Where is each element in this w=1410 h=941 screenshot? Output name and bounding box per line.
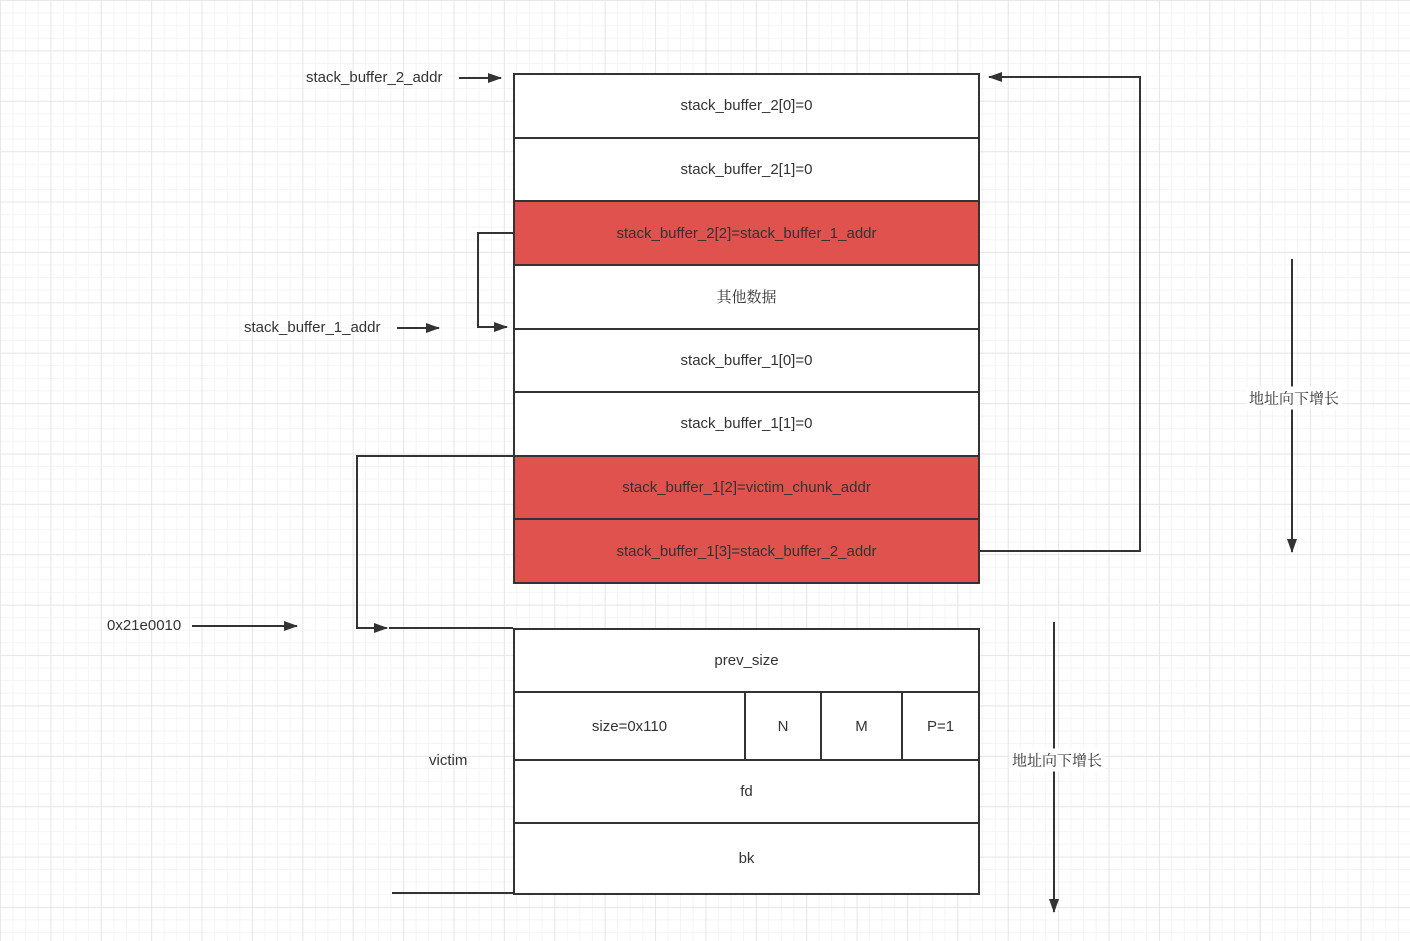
cell-label: P=1 (926, 717, 955, 735)
victim-row-size (515, 693, 978, 761)
stack-row-label: stack_buffer_1[3]=stack_buffer_2_addr (616, 542, 877, 560)
stack-row-buffer1-1 (515, 393, 978, 457)
flag-p-cell (901, 693, 978, 759)
flag-n-cell (744, 693, 820, 759)
label-address-grows-down-bottom: 地址向下增长 (1009, 749, 1105, 772)
size-cell (515, 693, 744, 759)
stack-row-label: stack_buffer_2[1]=0 (680, 160, 813, 178)
label-stack-buffer-1-addr: stack_buffer_1_addr (244, 319, 381, 336)
stack-row-label: stack_buffer_1[2]=victim_chunk_addr (622, 479, 871, 497)
victim-chunk-table (513, 628, 980, 895)
cell-label: prev_size (714, 652, 779, 669)
flag-m-cell (820, 693, 901, 759)
cell-label: size=0x110 (591, 717, 668, 735)
stack-row-buffer1-0 (515, 330, 978, 394)
label-stack-buffer-2-addr: stack_buffer_2_addr (306, 69, 443, 86)
connector-buffer1-3-to-buffer2 (980, 77, 1140, 551)
stack-row-buffer1-3 (515, 520, 978, 582)
connector-buffer2-to-buffer1 (478, 233, 513, 327)
stack-row-label: 其他数据 (716, 289, 777, 307)
cell-label: fd (740, 783, 753, 800)
stack-row-label: stack_buffer_2[0]=0 (680, 97, 813, 115)
stack-row-buffer1-2 (515, 457, 978, 521)
stack-row-buffer2-1 (515, 139, 978, 203)
connector-buffer1-to-victim (357, 456, 513, 628)
cell-label: bk (738, 850, 755, 867)
cell-label: N (777, 717, 789, 735)
stack-row-label: stack_buffer_1[0]=0 (680, 351, 813, 369)
stack-row-buffer2-0 (515, 75, 978, 139)
stack-memory-table (513, 73, 980, 584)
label-address-grows-down-right: 地址向下增长 (1246, 387, 1342, 410)
stack-row-label: stack_buffer_1[1]=0 (680, 415, 813, 433)
fd-cell (515, 761, 978, 822)
label-heap-chunk-addr: 0x21e0010 (107, 617, 182, 634)
bk-cell (515, 824, 978, 893)
stack-row-label: stack_buffer_2[2]=stack_buffer_1_addr (616, 224, 877, 242)
cell-label: M (855, 717, 868, 735)
stack-row-buffer2-2 (515, 202, 978, 266)
victim-row-bk (515, 824, 978, 893)
prev-size-cell (515, 630, 978, 691)
stack-row-other-data (515, 266, 978, 330)
victim-row-fd (515, 761, 978, 824)
victim-row-prev-size (515, 630, 978, 693)
label-victim: victim (429, 752, 468, 769)
